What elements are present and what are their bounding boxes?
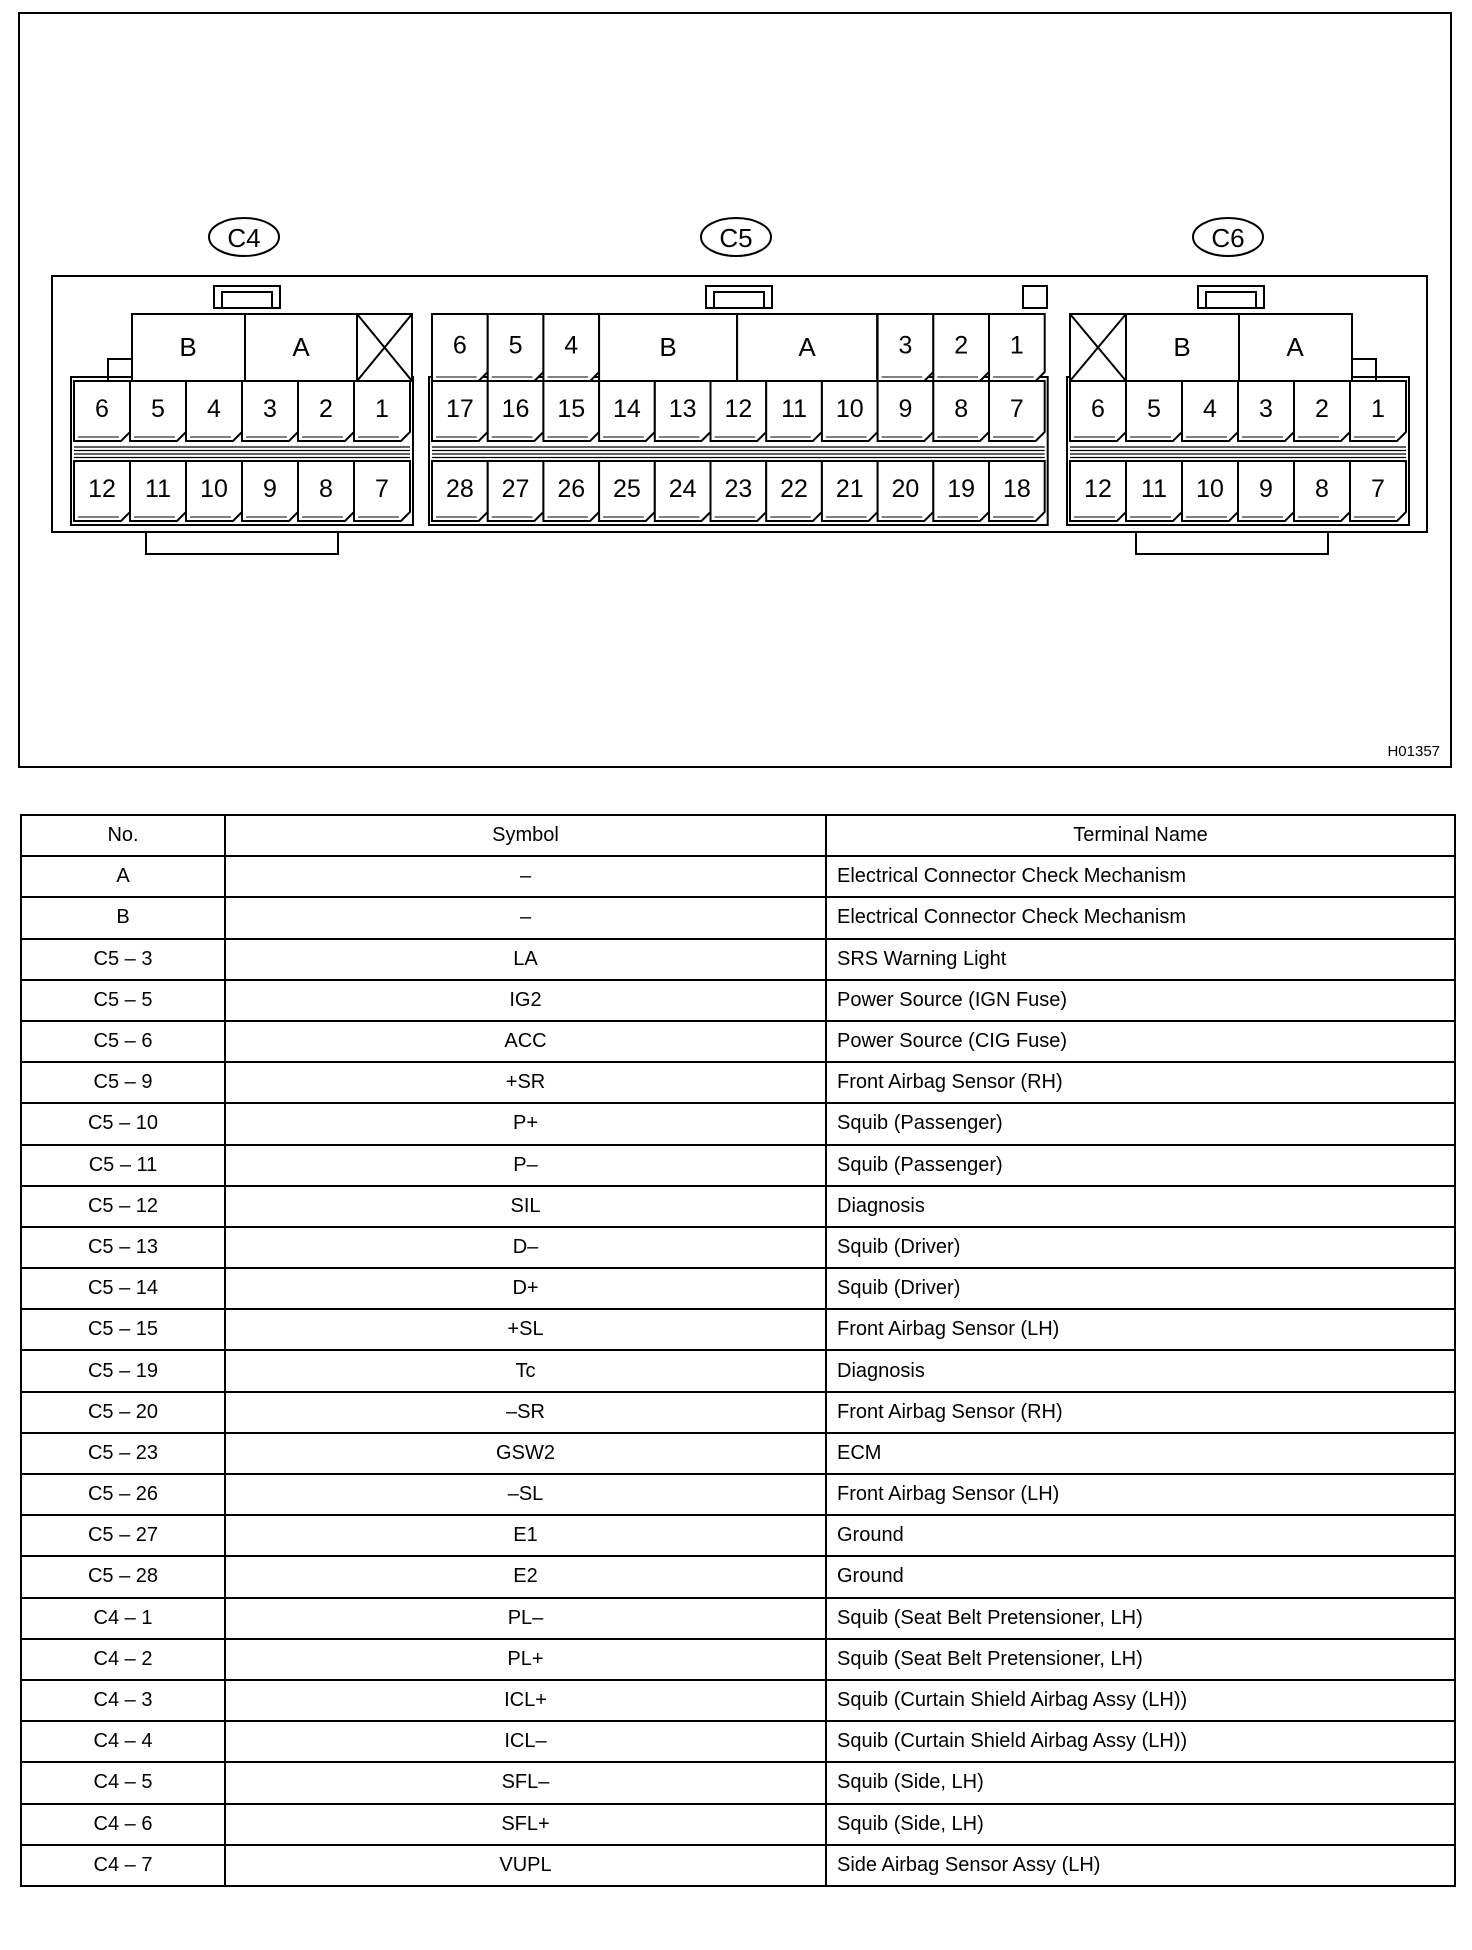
terminal-name-cell: Power Source (CIG Fuse) xyxy=(826,1021,1455,1062)
pin-number: 6 xyxy=(1091,395,1105,423)
pin-number: 2 xyxy=(319,395,333,423)
terminal-number-cell: C4 – 6 xyxy=(21,1804,225,1845)
pin-number: 3 xyxy=(263,395,277,423)
terminal-number-cell: C5 – 3 xyxy=(21,939,225,980)
connector-label: C6 xyxy=(1211,223,1245,253)
terminal-name-cell: Ground xyxy=(826,1515,1455,1556)
top-latch-inner xyxy=(222,292,272,308)
pin-number: 5 xyxy=(508,331,523,360)
terminal-name-cell: Diagnosis xyxy=(826,1186,1455,1227)
terminal-name-cell: Front Airbag Sensor (RH) xyxy=(826,1392,1455,1433)
terminal-name-cell: Front Airbag Sensor (LH) xyxy=(826,1474,1455,1515)
pin-number: 17 xyxy=(445,395,474,423)
terminal-name-cell: Squib (Seat Belt Pretensioner, LH) xyxy=(826,1598,1455,1639)
terminal-number-cell: C4 – 2 xyxy=(21,1639,225,1680)
pin-number: 18 xyxy=(1002,475,1031,503)
symbol-cell: – xyxy=(225,856,826,897)
pin-number: 20 xyxy=(891,475,920,503)
pin-number: 2 xyxy=(1315,395,1329,423)
connector-label: C4 xyxy=(227,223,261,253)
pin-number: 8 xyxy=(319,475,333,503)
connector-label: C5 xyxy=(719,223,753,253)
top-latch xyxy=(214,286,280,308)
table-row xyxy=(21,1680,1455,1721)
terminal-number-cell: C5 – 11 xyxy=(21,1145,225,1186)
locking-tab xyxy=(1023,286,1047,308)
pin-number: 5 xyxy=(1147,395,1161,423)
table-row xyxy=(21,897,1455,938)
table-row xyxy=(21,1845,1455,1886)
terminal-name-cell: Side Airbag Sensor Assy (LH) xyxy=(826,1845,1455,1886)
terminal-number-cell: C5 – 28 xyxy=(21,1556,225,1597)
symbol-cell: SFL– xyxy=(225,1762,826,1803)
symbol-cell: D– xyxy=(225,1227,826,1268)
terminal-number-cell: C5 – 10 xyxy=(21,1103,225,1144)
pin-number: 4 xyxy=(207,395,221,423)
pin-number: 11 xyxy=(781,395,808,423)
pin-number: 10 xyxy=(200,475,228,503)
pin-number: 6 xyxy=(95,395,109,423)
check-mechanism-label: B xyxy=(1173,332,1191,362)
pin-number: 22 xyxy=(780,475,808,503)
table-row xyxy=(21,1433,1455,1474)
pin-number: 28 xyxy=(445,475,474,503)
table-row xyxy=(21,1392,1455,1433)
symbol-cell: P– xyxy=(225,1145,826,1186)
terminal-number-cell: C5 – 20 xyxy=(21,1392,225,1433)
terminal-name-cell: SRS Warning Light xyxy=(826,939,1455,980)
symbol-cell: ICL– xyxy=(225,1721,826,1762)
terminal-name-cell: Diagnosis xyxy=(826,1350,1455,1391)
pin-number: 12 xyxy=(724,395,753,423)
terminal-name-cell: Squib (Passenger) xyxy=(826,1145,1455,1186)
symbol-cell: –SL xyxy=(225,1474,826,1515)
symbol-cell: D+ xyxy=(225,1268,826,1309)
symbol-cell: IG2 xyxy=(225,980,826,1021)
pin-number: 1 xyxy=(1009,331,1024,360)
pin-number: 16 xyxy=(501,395,530,423)
symbol-cell: P+ xyxy=(225,1103,826,1144)
table-row xyxy=(21,1515,1455,1556)
column-header-symbol: Symbol xyxy=(225,815,826,856)
table-row xyxy=(21,1268,1455,1309)
table-row xyxy=(21,1762,1455,1803)
top-latch-inner xyxy=(1206,292,1256,308)
table-body xyxy=(21,856,1455,1886)
check-mechanism-label: A xyxy=(1286,332,1304,362)
pin-number: 2 xyxy=(954,331,969,360)
symbol-cell: +SR xyxy=(225,1062,826,1103)
terminal-name-cell: Squib (Curtain Shield Airbag Assy (LH)) xyxy=(826,1680,1455,1721)
symbol-cell: ACC xyxy=(225,1021,826,1062)
check-mechanism-label: A xyxy=(292,332,310,362)
terminal-name-cell: Squib (Driver) xyxy=(826,1227,1455,1268)
pin-number: 9 xyxy=(263,475,277,503)
table-row xyxy=(21,1721,1455,1762)
pin-number: 4 xyxy=(564,331,579,360)
terminal-number-cell: C5 – 5 xyxy=(21,980,225,1021)
table-row xyxy=(21,1556,1455,1597)
terminal-name-cell: Squib (Curtain Shield Airbag Assy (LH)) xyxy=(826,1721,1455,1762)
terminal-number-cell: C4 – 1 xyxy=(21,1598,225,1639)
pin-number: 15 xyxy=(557,395,586,423)
table-row xyxy=(21,1474,1455,1515)
pin-number: 21 xyxy=(835,475,864,503)
table-row xyxy=(21,980,1455,1021)
table-row xyxy=(21,1062,1455,1103)
pin-number: 27 xyxy=(501,475,530,503)
table-row xyxy=(21,1103,1455,1144)
terminal-name-cell: Front Airbag Sensor (RH) xyxy=(826,1062,1455,1103)
pin-number: 11 xyxy=(1141,475,1167,503)
pin-number: 13 xyxy=(668,395,697,423)
terminal-name-cell: ECM xyxy=(826,1433,1455,1474)
symbol-cell: Tc xyxy=(225,1350,826,1391)
terminal-name-cell: Squib (Side, LH) xyxy=(826,1762,1455,1803)
terminal-number-cell: C4 – 5 xyxy=(21,1762,225,1803)
terminal-name-cell: Front Airbag Sensor (LH) xyxy=(826,1309,1455,1350)
pin-number: 19 xyxy=(947,475,976,503)
table-row xyxy=(21,1350,1455,1391)
terminal-number-cell: C5 – 15 xyxy=(21,1309,225,1350)
terminal-number-cell: C5 – 9 xyxy=(21,1062,225,1103)
symbol-cell: GSW2 xyxy=(225,1433,826,1474)
pin-number: 7 xyxy=(375,475,389,503)
table-header-row xyxy=(21,815,1455,856)
terminal-name-cell: Electrical Connector Check Mechanism xyxy=(826,897,1455,938)
column-header-terminal-name: Terminal Name xyxy=(826,815,1455,856)
pin-number: 6 xyxy=(452,331,467,360)
pin-number: 10 xyxy=(835,395,864,423)
table-row xyxy=(21,1309,1455,1350)
terminal-number-cell: C4 – 4 xyxy=(21,1721,225,1762)
pin-number: 10 xyxy=(1196,475,1224,503)
table-row xyxy=(21,1598,1455,1639)
symbol-cell: PL+ xyxy=(225,1639,826,1680)
table-row xyxy=(21,1227,1455,1268)
terminal-name-cell: Squib (Seat Belt Pretensioner, LH) xyxy=(826,1639,1455,1680)
terminal-table xyxy=(20,814,1456,1887)
pin-number: 4 xyxy=(1203,395,1217,423)
table-row xyxy=(21,1145,1455,1186)
pin-number: 8 xyxy=(954,395,969,423)
terminal-number-cell: A xyxy=(21,856,225,897)
pin-number: 8 xyxy=(1315,475,1329,503)
terminal-number-cell: C5 – 12 xyxy=(21,1186,225,1227)
pin-number: 7 xyxy=(1009,395,1024,423)
symbol-cell: PL– xyxy=(225,1598,826,1639)
pin-number: 11 xyxy=(145,475,171,503)
pin-number: 5 xyxy=(151,395,165,423)
terminal-number-cell: C5 – 14 xyxy=(21,1268,225,1309)
connector-diagram-frame xyxy=(18,12,1452,768)
terminal-number-cell: C5 – 26 xyxy=(21,1474,225,1515)
terminal-name-cell: Ground xyxy=(826,1556,1455,1597)
symbol-cell: E2 xyxy=(225,1556,826,1597)
terminal-name-cell: Squib (Driver) xyxy=(826,1268,1455,1309)
terminal-number-cell: B xyxy=(21,897,225,938)
table-row xyxy=(21,1186,1455,1227)
terminal-name-cell: Power Source (IGN Fuse) xyxy=(826,980,1455,1021)
terminal-number-cell: C4 – 7 xyxy=(21,1845,225,1886)
symbol-cell: VUPL xyxy=(225,1845,826,1886)
symbol-cell: SFL+ xyxy=(225,1804,826,1845)
pin-number: 12 xyxy=(88,475,116,503)
terminal-number-cell: C5 – 6 xyxy=(21,1021,225,1062)
pin-number: 9 xyxy=(898,395,913,423)
symbol-cell: ICL+ xyxy=(225,1680,826,1721)
column-header-no: No. xyxy=(21,815,225,856)
pin-number: 1 xyxy=(375,395,389,423)
pin-number: 25 xyxy=(613,475,641,503)
pin-number: 3 xyxy=(898,331,913,360)
pin-number: 7 xyxy=(1371,475,1385,503)
terminal-number-cell: C5 – 19 xyxy=(21,1350,225,1391)
connector-diagram xyxy=(20,14,1450,766)
table-row xyxy=(21,1804,1455,1845)
symbol-cell: –SR xyxy=(225,1392,826,1433)
pin-number: 1 xyxy=(1371,395,1385,423)
terminal-name-cell: Squib (Side, LH) xyxy=(826,1804,1455,1845)
symbol-cell: SIL xyxy=(225,1186,826,1227)
terminal-number-cell: C5 – 13 xyxy=(21,1227,225,1268)
terminal-number-cell: C5 – 27 xyxy=(21,1515,225,1556)
symbol-cell: – xyxy=(225,897,826,938)
top-latch-inner xyxy=(714,292,764,308)
table-row xyxy=(21,1021,1455,1062)
table-row xyxy=(21,1639,1455,1680)
table-row xyxy=(21,939,1455,980)
terminal-name-cell: Electrical Connector Check Mechanism xyxy=(826,856,1455,897)
symbol-cell: E1 xyxy=(225,1515,826,1556)
top-latch xyxy=(1198,286,1264,308)
pin-number: 23 xyxy=(724,475,753,503)
table-row xyxy=(21,856,1455,897)
check-mechanism-label: B xyxy=(659,332,677,362)
symbol-cell: +SL xyxy=(225,1309,826,1350)
pin-number: 12 xyxy=(1084,475,1112,503)
pin-number: 26 xyxy=(557,475,586,503)
figure-code: H01357 xyxy=(1387,743,1440,760)
bottom-latch xyxy=(146,532,338,554)
pin-number: 24 xyxy=(668,475,697,503)
terminal-number-cell: C4 – 3 xyxy=(21,1680,225,1721)
terminal-number-cell: C5 – 23 xyxy=(21,1433,225,1474)
terminal-name-cell: Squib (Passenger) xyxy=(826,1103,1455,1144)
symbol-cell: LA xyxy=(225,939,826,980)
pin-number: 9 xyxy=(1259,475,1273,503)
pin-number: 14 xyxy=(613,395,641,423)
top-latch xyxy=(706,286,772,308)
check-mechanism-label: A xyxy=(798,332,816,362)
pin-number: 3 xyxy=(1259,395,1273,423)
bottom-latch xyxy=(1136,532,1328,554)
check-mechanism-label: B xyxy=(179,332,197,362)
